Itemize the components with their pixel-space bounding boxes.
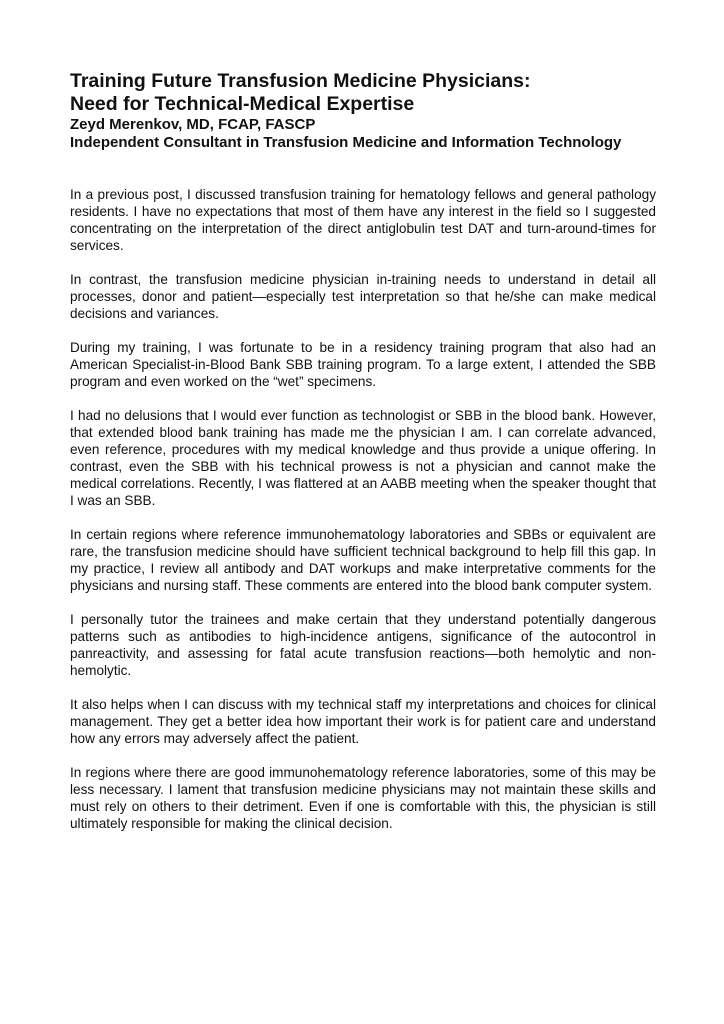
paragraph: I personally tutor the trainees and make certain that they understand potentially dangerous patterns such as antibodies to high-incidence antigens, significance of the autocontrol in panreactivity, and assessing for fatal acute transfusion reactions—both hemolytic and non-hemolytic.: [70, 612, 656, 678]
document-header: [70, 70, 656, 152]
author-affiliation: Independent Consultant in Transfusion Medicine and Information Technology: [70, 134, 622, 151]
paragraph: During my training, I was fortunate to be in a residency training program that also had an American Specialist-in-Blood Bank SBB training program. To a large extent, I attended the SBB program and even worked on the “wet” specimens.: [70, 340, 656, 389]
paragraph: It also helps when I can discuss with my technical staff my interpretations and choices for clinical management. They get a better idea how important their work is for patient care and understand how any errors may adversely affect the patient.: [70, 697, 656, 746]
paragraph: In a previous post, I discussed transfusion training for hematology fellows and general pathology residents. I have no expectations that most of them have any interest in the field so I suggested concentrating on the interpretation of the direct antiglobulin test DAT and turn-around-times for services.: [70, 187, 656, 253]
document-body: [70, 186, 656, 832]
author-name: Zeyd Merenkov, MD, FCAP, FASCP: [70, 116, 316, 133]
paragraph: In certain regions where reference immunohematology laboratories and SBBs or equivalent are rare, the transfusion medicine should have sufficient technical background to help fill this gap. In my practice, I review all antibody and DAT workups and make interpretative comments for the physicians and nursing staff. These comments are entered into the blood bank computer system.: [70, 527, 656, 593]
paragraph: In regions where there are good immunohematology reference laboratories, some of this may be less necessary. I lament that transfusion medicine physicians may not maintain these skills and must rely on others to their detriment. Even if one is comfortable with this, the physician is still ultimately responsible for making the clinical decision.: [70, 765, 656, 831]
document-title: [70, 70, 656, 116]
title-line-2: Need for Technical-Medical Expertise: [70, 93, 415, 115]
document-page: [70, 70, 656, 849]
paragraph: In contrast, the transfusion medicine physician in-training needs to understand in detail all processes, donor and patient—especially test interpretation so that he/she can make medical decisions and variances.: [70, 272, 656, 321]
paragraph: I had no delusions that I would ever function as technologist or SBB in the blood bank. However, that extended blood bank training has made me the physician I am. I can correlate advanced, even reference, procedures with my medical knowledge and thus provide a unique offering. In contrast, even the SBB with his technical prowess is not a physician and cannot make the medical correlations. Recently, I was flattered at an AABB meeting when the speaker thought that I was an SBB.: [70, 408, 656, 508]
title-line-1: Training Future Transfusion Medicine Physicians:: [70, 70, 531, 92]
